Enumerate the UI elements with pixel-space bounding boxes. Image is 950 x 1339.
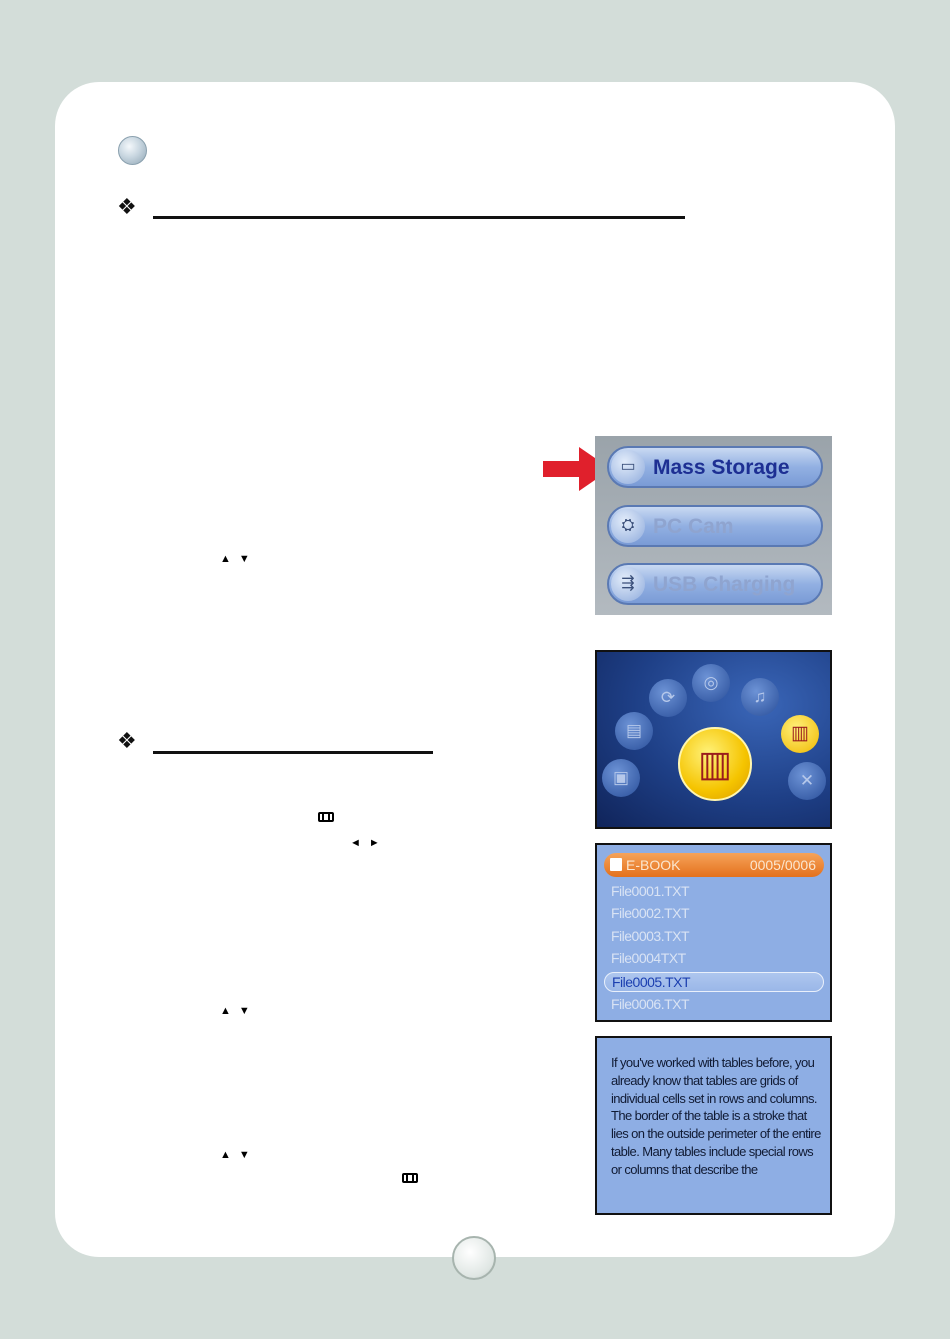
diamond-bullet-icon: ❖ bbox=[117, 194, 137, 219]
menu-key-icon bbox=[318, 812, 334, 822]
recycle-icon[interactable]: ⟳ bbox=[649, 679, 687, 717]
up-down-arrows-icon: ▲▼ bbox=[220, 1005, 258, 1017]
menu-option-pc-cam[interactable] bbox=[607, 505, 823, 547]
menu-option-label: USB Charging bbox=[653, 573, 796, 596]
camera-icon: ⛭ bbox=[611, 509, 645, 543]
menu-option-usb-charging[interactable] bbox=[607, 563, 823, 605]
settings-tools-icon[interactable]: ✕ bbox=[788, 762, 826, 800]
list-item[interactable]: File0004TXT bbox=[611, 950, 686, 966]
reader-text: If you've worked with tables before, you already know that tables are grids of individual cells set in rows and columns. The border of the table is a stroke that lies on the outside perimeter of the entire table. Many tables include special rows or columns that describe the bbox=[611, 1055, 821, 1177]
list-item[interactable]: File0001.TXT bbox=[611, 883, 690, 899]
ebook-reader-screenshot bbox=[595, 1036, 832, 1215]
ebook-file-list-screenshot bbox=[595, 843, 832, 1022]
heading-underline-1 bbox=[153, 216, 685, 219]
list-item-selected[interactable]: File0005.TXT bbox=[604, 972, 824, 992]
ebook-small-icon[interactable]: ▥ bbox=[781, 715, 819, 753]
menu-option-mass-storage[interactable] bbox=[607, 446, 823, 488]
file-list-header bbox=[604, 853, 824, 877]
file-list-title: E-BOOK bbox=[626, 857, 681, 873]
sd-card-icon: ▭ bbox=[611, 450, 645, 484]
photo-icon[interactable]: ▣ bbox=[602, 759, 640, 797]
list-item[interactable]: File0003.TXT bbox=[611, 928, 690, 944]
music-icon[interactable]: ♫ bbox=[741, 678, 779, 716]
heading-underline-2 bbox=[153, 751, 433, 754]
main-menu-screenshot bbox=[595, 650, 832, 829]
video-icon[interactable]: ▤ bbox=[615, 712, 653, 750]
page-number-badge bbox=[452, 1236, 496, 1280]
list-item[interactable]: File0002.TXT bbox=[611, 905, 690, 921]
ebook-selected-icon[interactable]: ▥ bbox=[678, 727, 752, 801]
left-right-arrows-icon: ◄► bbox=[350, 837, 388, 849]
file-list-count: 0005/0006 bbox=[749, 857, 816, 873]
diamond-bullet-icon: ❖ bbox=[117, 728, 137, 753]
menu-option-label: PC Cam bbox=[653, 515, 734, 538]
menu-key-icon bbox=[402, 1173, 418, 1183]
up-down-arrows-icon: ▲▼ bbox=[220, 553, 258, 565]
list-item[interactable]: File0006.TXT bbox=[611, 996, 690, 1012]
menu-option-label: Mass Storage bbox=[653, 456, 790, 479]
usb-mode-screenshot bbox=[595, 436, 832, 615]
folder-icon bbox=[610, 858, 622, 871]
section-bullet-icon bbox=[118, 136, 147, 165]
up-down-arrows-icon: ▲▼ bbox=[220, 1149, 258, 1161]
usb-icon: ⇶ bbox=[611, 567, 645, 601]
disc-icon[interactable]: ◎ bbox=[692, 664, 730, 702]
